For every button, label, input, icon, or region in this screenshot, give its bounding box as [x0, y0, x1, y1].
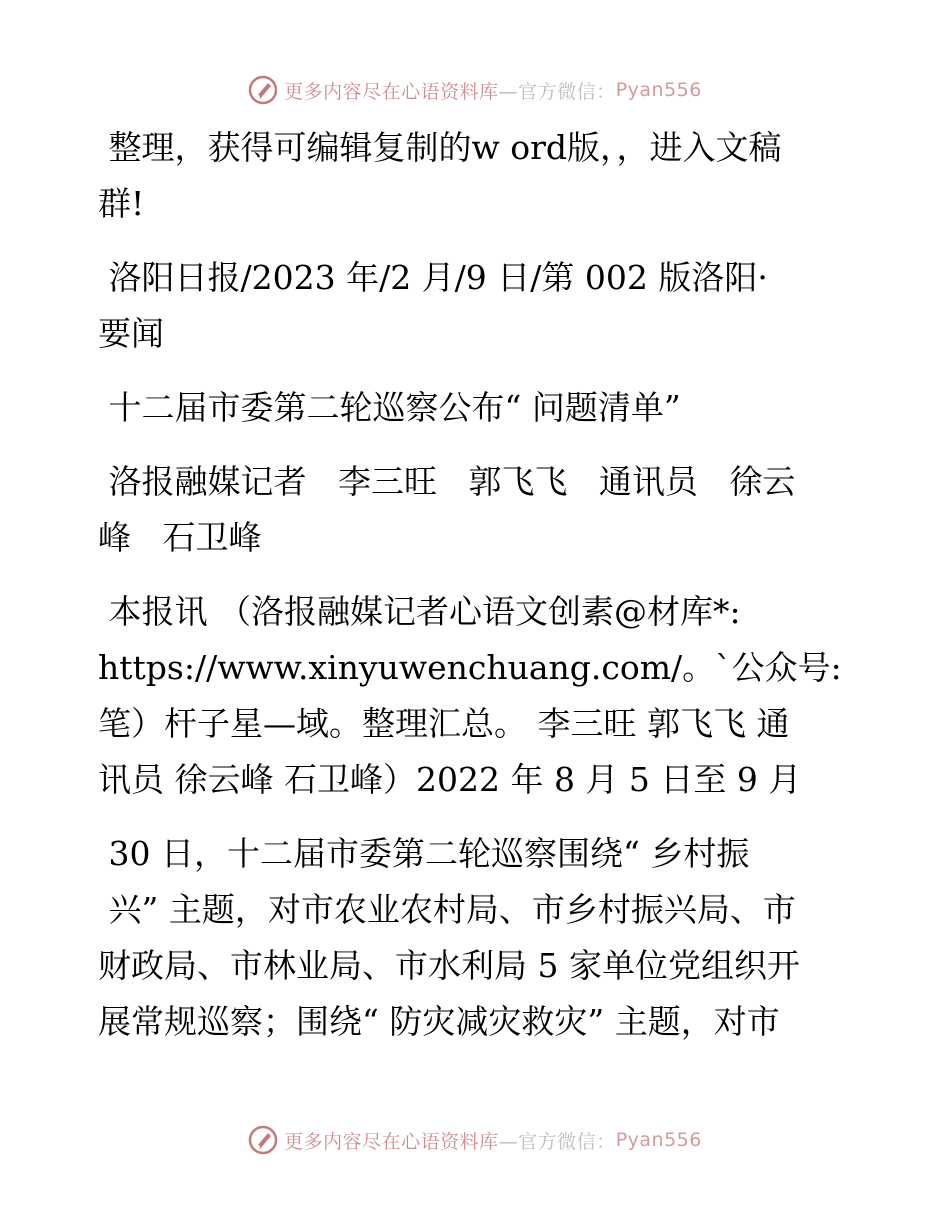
watermark-wechat-id: Pyan556 — [615, 79, 702, 101]
text-line: 讯员 徐云峰 石卫峰）2022 年 8 月 5 日至 9 月 — [98, 760, 802, 799]
text-line: 财政局、市林业局、市水利局 5 家单位党组织开 — [98, 946, 800, 985]
text-line: 群! — [98, 184, 145, 223]
text-line: 30 日，十二届市委第二轮巡察围绕“ 乡村振 — [98, 834, 750, 873]
watermark-sub-text: —官方微信： — [498, 80, 616, 103]
paragraph-gap — [98, 436, 858, 454]
text-line: 要闻 — [98, 314, 164, 353]
paragraph-gap — [98, 566, 858, 584]
watermark-sub-text: —官方微信： — [498, 1130, 616, 1153]
text-line: 整理，获得可编辑复制的w ord版，，进入文稿 — [98, 128, 782, 167]
text-line: 本报讯 （洛报融媒记者心语文创素@材库*: — [98, 592, 741, 631]
watermark-main-text: 更多内容尽在心语资料库 — [284, 1130, 499, 1153]
text-line: 展常规巡察；围绕“ 防灾减灾救灾” 主题，对市 — [98, 1002, 780, 1041]
pen-seal-icon — [248, 1125, 278, 1155]
text-line: 笔）杆子星—域。整理汇总。 李三旺 郭飞飞 通 — [98, 704, 790, 743]
text-line: 洛报融媒记者 李三旺 郭飞飞 通讯员 徐云 — [98, 462, 796, 501]
text-line: 峰 石卫峰 — [98, 518, 262, 557]
header-watermark — [0, 70, 950, 110]
paragraph-gap — [98, 808, 858, 826]
document-body — [98, 120, 858, 1050]
watermark-wechat-id: Pyan556 — [615, 1129, 702, 1151]
paragraph-gap — [98, 362, 858, 380]
watermark-main-text: 更多内容尽在心语资料库 — [284, 80, 499, 103]
text-line: 兴” 主题，对市农业农村局、市乡村振兴局、市 — [98, 890, 796, 929]
paragraph-gap — [98, 232, 858, 250]
pen-seal-icon — [248, 75, 278, 105]
footer-watermark — [0, 1120, 950, 1160]
text-line: https://www.xinyuwenchuang.com/。`公众号: — [98, 648, 842, 687]
text-line: 十二届市委第二轮巡察公布“ 问题清单” — [98, 388, 681, 427]
text-line: 洛阳日报/2023 年/2 月/9 日/第 002 版洛阳· — [98, 258, 768, 297]
